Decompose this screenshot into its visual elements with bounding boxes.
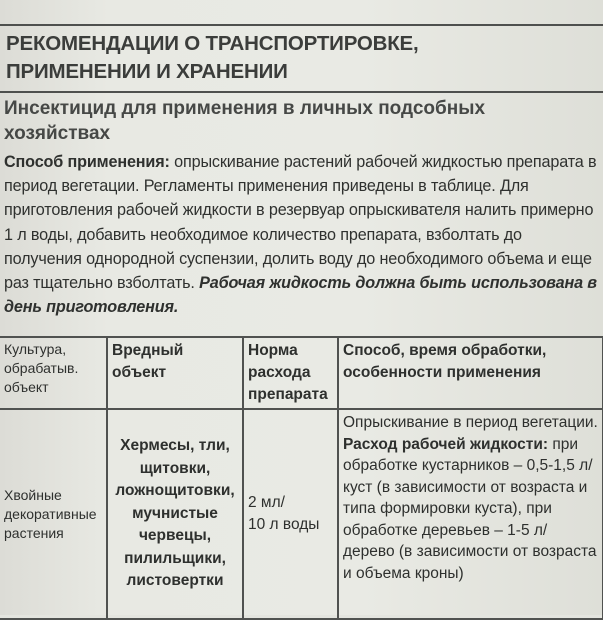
method-text-a: Опрыскивание в период вегетации. (343, 414, 598, 431)
usage-note: Рабочая жидкость должна быть использована в день приготовления. (4, 274, 597, 317)
cell-crop: Хвойные декоративные растения (0, 409, 107, 619)
top-divider (0, 24, 603, 26)
usage-paragraph (4, 150, 602, 319)
usage-text: опрыскивание растений рабочей жидкостью препарата в период вегетации. Регламенты применения приведены в таблице. Для приготовления рабочей жидкости в резервуар опрыскивателя налить примерно 1 л воды, добавить необходимое количество препарата, взболтать до получения однородной суспензии, долить воду до необходимого объема и еще раз тщательно взболтать. (4, 153, 597, 293)
usage-lead: Способ применения: (4, 153, 170, 171)
cell-pests: Хермесы, тли, щитовки, ложнощитовки, мучнистые червецы, пилильщики, листовертки (107, 409, 243, 619)
cell-method (338, 409, 603, 619)
header-method: Способ, время обработки, особенности применения (338, 337, 603, 409)
header-rate: Норма расхода препарата (243, 337, 338, 409)
header-pest: Вредный объект (107, 337, 243, 409)
application-table (0, 336, 603, 620)
product-subtitle: Инсектицид для применения в личных подсобных хозяйствах (4, 98, 486, 144)
title-divider (0, 91, 603, 93)
cell-rate: 2 мл/ 10 л воды (243, 409, 338, 619)
table-header-row (0, 337, 603, 409)
table-row (0, 409, 603, 619)
section-title: РЕКОМЕНДАЦИИ О ТРАНСПОРТИРОВКЕ, ПРИМЕНЕНИИ И ХРАНЕНИИ (6, 32, 419, 83)
method-text-b: при обработке кустарников – 0,5-1,5 л/куст (в зависимости от возраста и типа формировки куста), при обработке деревьев – 1-5 л/дерево (в зависимости от возраста и объема кроны) (343, 435, 597, 582)
method-bold: Расход рабочей жидкости: (343, 435, 549, 453)
header-crop: Культура, обрабатыв. объект (0, 337, 107, 409)
